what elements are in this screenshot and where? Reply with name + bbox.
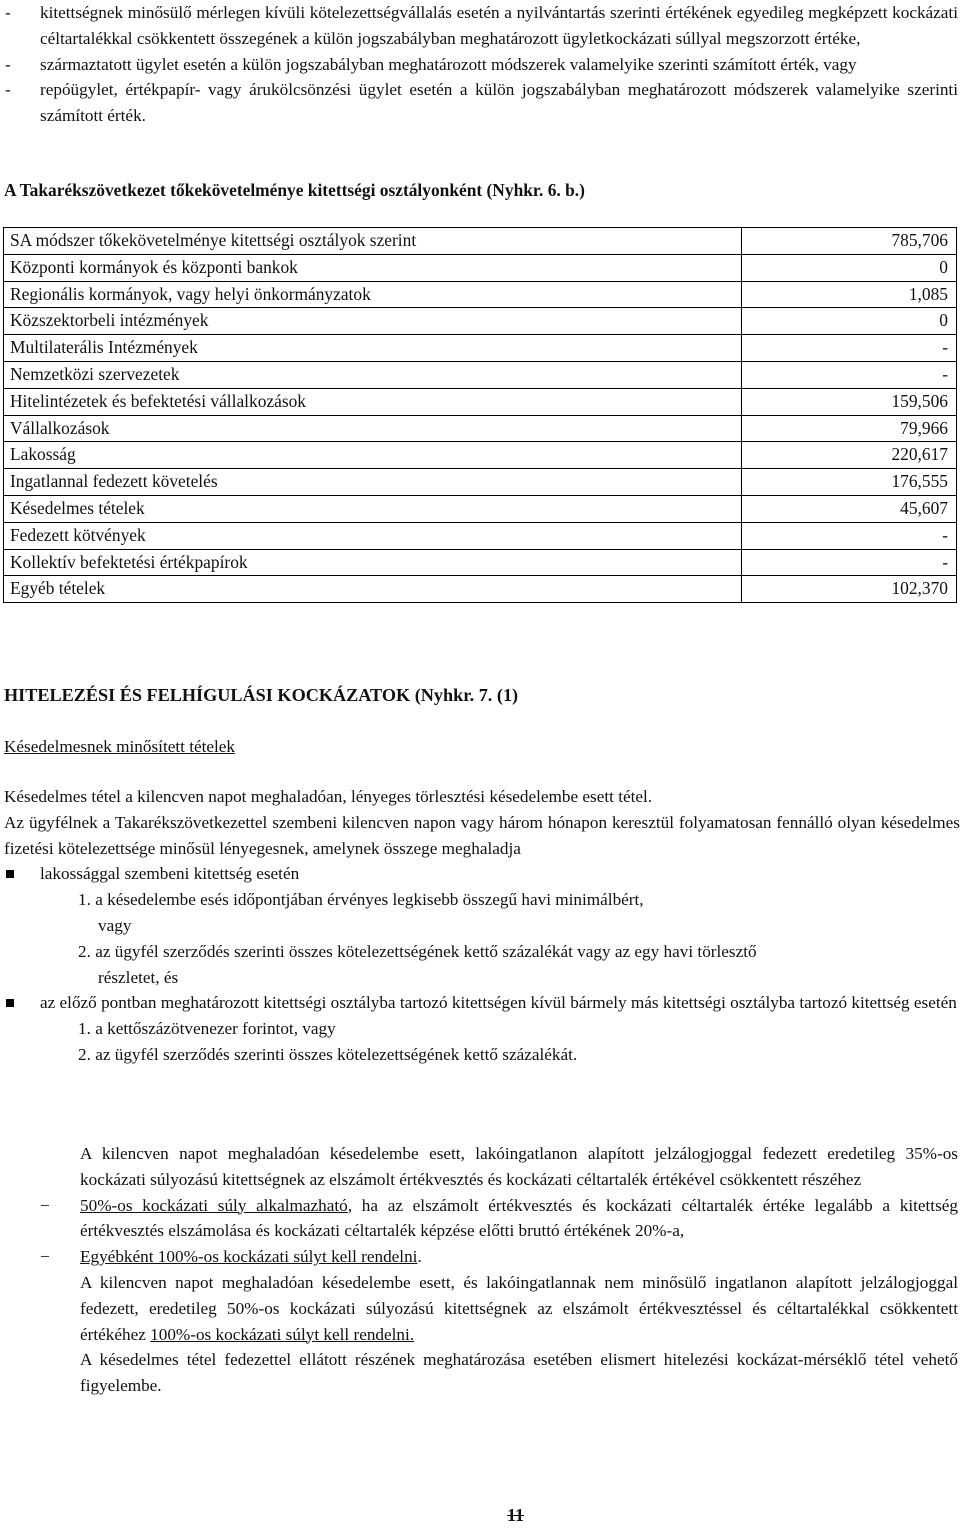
row-label: Központi kormányok és központi bankok xyxy=(4,254,742,281)
row-label: Lakosság xyxy=(4,442,742,469)
item-text: , ha az elszámolt értékvesztés és kockázati céltartalék értéke legalább a kitettség értékvesztés elszámolása és kockázati céltartalék képzése előtti bruttó értékének 20%-a, xyxy=(80,1195,958,1241)
row-value: 159,506 xyxy=(742,388,957,415)
bullet-text: lakossággal szembeni kitettség esetén xyxy=(40,864,300,884)
row-label: Multilaterális Intézmények xyxy=(4,335,742,362)
list-item-text: repóügylet, értékpapír- vagy árukölcsönzési ügylet esetén a külön jogszabályban meghatározott módszerek valamelyike szerinti számított érték. xyxy=(40,80,958,126)
row-label: Késedelmes tételek xyxy=(4,495,742,522)
list-item xyxy=(0,52,958,78)
numbered-item: 2. az ügyfél szerződés szerinti összes kötelezettségének kettő százalékát vagy az egy havi törlesztő xyxy=(78,941,757,961)
table-row xyxy=(4,388,957,415)
table-row xyxy=(4,361,957,388)
list-item xyxy=(0,0,958,52)
dash-marker: − xyxy=(40,1195,50,1215)
numbered-item: 1. a késedelembe esés időpontjában érvényes legkisebb összegű havi minimálbért, xyxy=(78,890,644,910)
paragraph-text: A kilencven napot meghaladóan késedelembe esett, és lakóingatlannak nem minősülő ingatlanon alapított jelzálogjoggal fedezett, eredetileg 50%-os kockázati súlyozású kitettségnek az elszámolt értékvesztéssel és céltartalékkal csökkentett értékéhez xyxy=(80,1272,958,1344)
numbered-item-continuation: vagy xyxy=(98,915,132,935)
row-value: - xyxy=(742,335,957,362)
table-row xyxy=(4,335,957,362)
dash-item xyxy=(0,1244,958,1270)
bullet-item xyxy=(0,861,958,887)
row-value: 0 xyxy=(742,254,957,281)
table-row xyxy=(4,281,957,308)
table-row xyxy=(4,415,957,442)
row-label: Közszektorbeli intézmények xyxy=(4,308,742,335)
numbered-item: 1. a kettőszázötvenezer forintot, vagy xyxy=(78,1019,336,1039)
body-text xyxy=(0,784,960,1068)
table-row xyxy=(4,228,957,255)
row-value: 0 xyxy=(742,308,957,335)
subsection-title: Késedelmesnek minősített tételek xyxy=(4,737,236,756)
row-value: 785,706 xyxy=(742,228,957,255)
row-value: - xyxy=(742,361,957,388)
dash-marker: - xyxy=(5,54,11,74)
table-row xyxy=(4,442,957,469)
row-value: - xyxy=(742,522,957,549)
table-row xyxy=(4,522,957,549)
dash-marker: - xyxy=(5,80,11,100)
bullet-text: az előző pontban meghatározott kitettségi osztályba tartozó kitettségen kívül bármely más kitettségi osztályba tartozó kitettség esetén xyxy=(40,993,957,1013)
capital-requirement-table xyxy=(3,227,957,603)
paragraph xyxy=(0,1270,958,1347)
row-label: Nemzetközi szervezetek xyxy=(4,361,742,388)
table-row xyxy=(4,576,957,603)
bullet-item xyxy=(0,990,958,1016)
page-number: 11 xyxy=(507,1505,525,1525)
underlined-text: 100%-os kockázati súlyt kell rendelni. xyxy=(150,1324,415,1344)
row-value: 102,370 xyxy=(742,576,957,603)
row-label: Kollektív befektetési értékpapírok xyxy=(4,549,742,576)
underlined-text: Egyébként 100%-os kockázati súlyt kell rendelni xyxy=(80,1247,418,1267)
item-text: . xyxy=(417,1247,422,1267)
row-value: 1,085 xyxy=(742,281,957,308)
row-label: Regionális kormányok, vagy helyi önkormányzatok xyxy=(4,281,742,308)
underlined-text: 50%-os kockázati súly alkalmazható xyxy=(80,1195,348,1215)
row-value: 220,617 xyxy=(742,442,957,469)
paragraph: Az ügyfélnek a Takarékszövetkezettel szembeni kilencven napon vagy három hónapon keresztül folyamatosan fennálló olyan késedelmes fizetési kötelezettsége minősül lényegesnek, amelynek összege meghaladja xyxy=(4,812,960,858)
section-title: HITELEZÉSI ÉS FELHÍGULÁSI KOCKÁZATOK (Nyhkr. 7. (1) xyxy=(4,685,519,705)
row-value: - xyxy=(742,549,957,576)
row-label: Fedezett kötvények xyxy=(4,522,742,549)
table-row xyxy=(4,254,957,281)
row-label: Vállalkozások xyxy=(4,415,742,442)
square-bullet-icon xyxy=(6,999,14,1007)
numbered-item: 2. az ügyfél szerződés szerinti összes kötelezettségének kettő százalékát. xyxy=(78,1044,578,1064)
intro-list xyxy=(0,0,958,129)
row-label: Ingatlannal fedezett követelés xyxy=(4,469,742,496)
table-row xyxy=(4,549,957,576)
list-item xyxy=(0,77,958,129)
risk-weight-text xyxy=(0,1141,958,1399)
row-label: Egyéb tételek xyxy=(4,576,742,603)
dash-marker: − xyxy=(40,1247,50,1267)
paragraph: Késedelmes tétel a kilencven napot meghaladóan, lényeges törlesztési késedelembe esett tétel. xyxy=(4,787,653,806)
dash-marker: - xyxy=(5,3,11,22)
numbered-item-continuation: részletet, és xyxy=(98,967,179,987)
dash-item xyxy=(0,1193,958,1245)
table-row xyxy=(4,469,957,496)
paragraph: A kilencven napot meghaladóan késedelembe esett, lakóingatlanon alapított jelzálogjoggal fedezett eredetileg 35%-os kockázati súlyozású kitettségnek az elszámolt értékvesztés és kockázati céltartalék értékével csökkentett részéhez xyxy=(80,1144,958,1189)
list-item-text: származtatott ügylet esetén a külön jogszabályban meghatározott módszerek valamelyike szerinti számított érték, vagy xyxy=(40,54,857,74)
paragraph: A késedelmes tétel fedezettel ellátott részének meghatározása esetében elismert hitelezési kockázat-mérséklő tétel vehető figyelembe. xyxy=(80,1350,958,1396)
table-row xyxy=(4,495,957,522)
row-value: 176,555 xyxy=(742,469,957,496)
table-row xyxy=(4,308,957,335)
row-label: SA módszer tőkekövetelménye kitettségi osztályok szerint xyxy=(4,228,742,255)
row-value: 79,966 xyxy=(742,415,957,442)
row-value: 45,607 xyxy=(742,495,957,522)
list-item-text: kitettségnek minősülő mérlegen kívüli kötelezettségvállalás esetén a nyilvántartás szerinti értékének egyedileg megképzett kockázati céltartalékkal csökkentett összegének a külön jogszabályban meghatározott ügyletkockázati súllyal megszorzott értéke, xyxy=(40,3,958,48)
square-bullet-icon xyxy=(6,870,14,878)
row-label: Hitelintézetek és befektetési vállalkozások xyxy=(4,388,742,415)
table-heading: A Takarékszövetkezet tőkekövetelménye kitettségi osztályonként (Nyhkr. 6. b.) xyxy=(4,180,585,200)
